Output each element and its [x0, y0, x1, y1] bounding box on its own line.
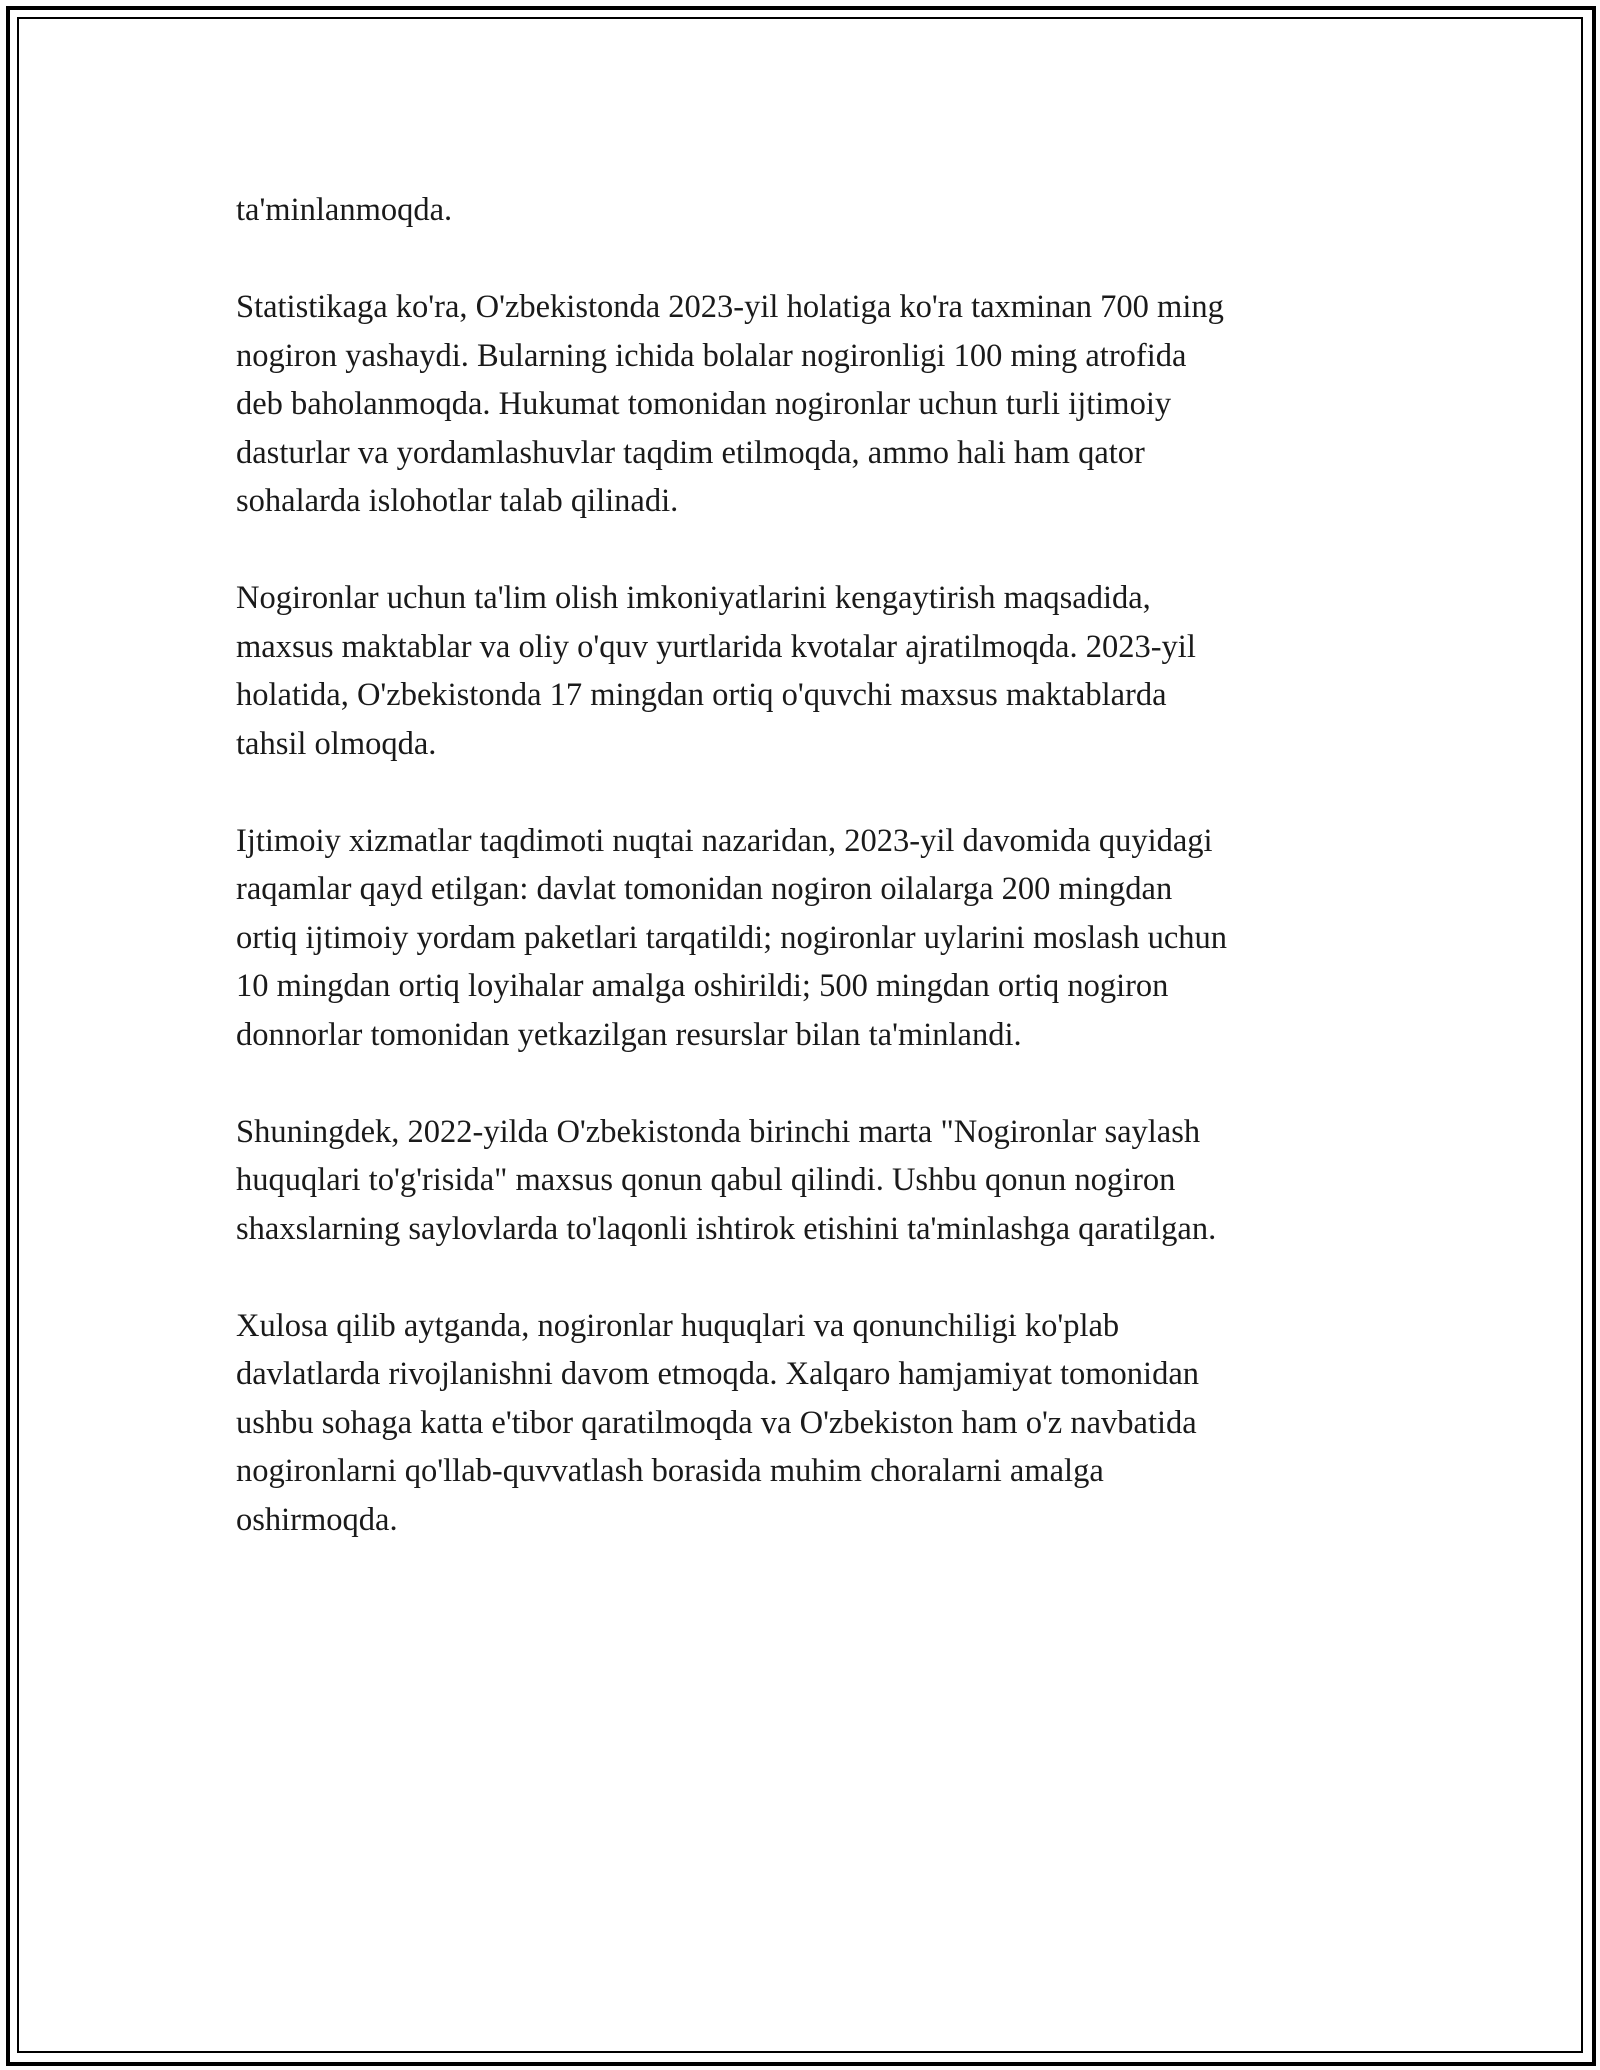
- document-body: [236, 186, 1376, 1593]
- paragraph-education: Nogironlar uchun ta'lim olish imkoniyatlarini kengaytirish maqsadida, maxsus maktablar va oliy o'quv yurtlarida kvotalar ajratilmoqda. 2023-yil holatida, O'zbekistonda 17 mingdan ortiq o'quvchi maxsus maktablarda tahsil olmoqda.: [236, 580, 1196, 762]
- paragraph-voting-law: Shuningdek, 2022-yilda O'zbekistonda birinchi marta "Nogironlar saylash huquqlari to'g'risida" maxsus qonun qabul qilindi. Ushbu qonun nogiron shaxslarning saylovlarda to'laqonli ishtirok etishini ta'minlashga qaratilgan.: [236, 1113, 1217, 1247]
- paragraph-conclusion: Xulosa qilib aytganda, nogironlar huquqlari va qonunchiligi ko'plab davlatlarda rivojlanishni davom etmoqda. Xalqaro hamjamiyat tomonidan ushbu sohaga katta e'tibor qaratilmoqda va O'zbekiston ham o'z navbatida nogironlarni qo'llab-quvvatlash borasida muhim choralarni amalga oshirmoqda.: [236, 1307, 1200, 1538]
- paragraph-statistics: Statistikaga ko'ra, O'zbekistonda 2023-yil holatiga ko'ra taxminan 700 ming nogiron yashaydi. Bularning ichida bolalar nogironligi 100 ming atrofida deb baholanmoqda. Hukumat tomonidan nogironlar uchun turli ijtimoiy dasturlar va yordamlashuvlar taqdim etilmoqda, ammo hali ham qator sohalarda islohotlar talab qilinadi.: [236, 289, 1224, 519]
- paragraph-continuation: ta'minlanmoqda.: [236, 192, 453, 228]
- paragraph-social-services: Ijtimoiy xizmatlar taqdimoti nuqtai nazaridan, 2023-yil davomida quyidagi raqamlar qayd etilgan: davlat tomonidan nogiron oilalarga 200 mingdan ortiq ijtimoiy yordam paketlari tarqatildi; nogironlar uylarini moslash uchun 10 mingdan ortiq loyihalar amalga oshirildi; 500 mingdan ortiq nogiron donnorlar tomonidan yetkazilgan resurslar bilan ta'minlandi.: [236, 822, 1228, 1053]
